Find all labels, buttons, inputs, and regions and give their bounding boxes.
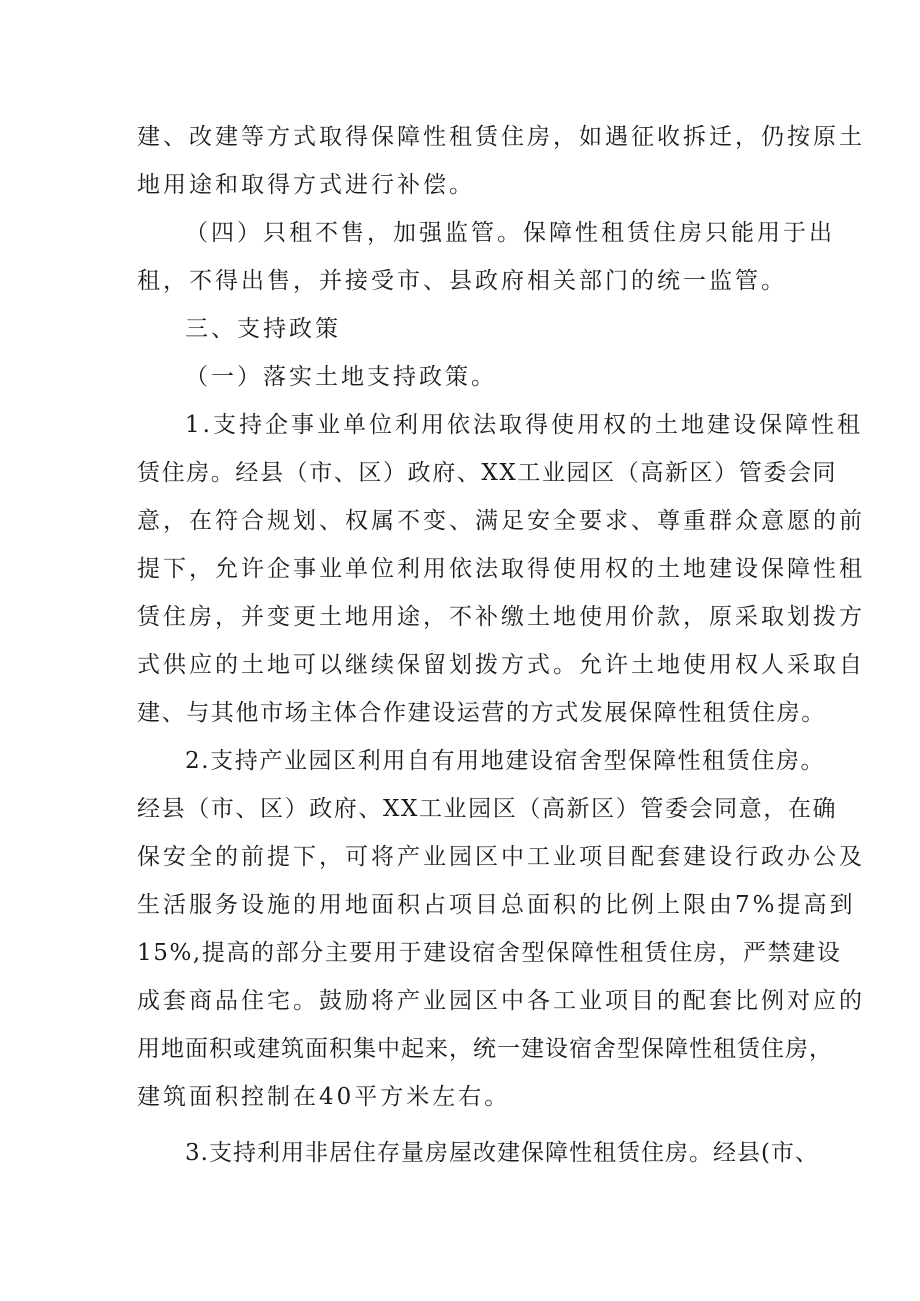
subsection-heading: （一）落实土地支持政策。	[185, 364, 497, 390]
text-line-20: 用地面积或建筑面积集中起来，统一建设宿舍型保障性租赁住房，	[137, 1036, 833, 1062]
text-line-17: 生活服务设施的用地面积占项目总面积的比例上限由7%提高到	[137, 892, 856, 918]
text-line-1: 建、改建等方式取得保障性租赁住房，如遇征收拆迁，仍按原土	[137, 124, 865, 150]
text-line-9: 意，在符合规划、权属不变、满足安全要求、尊重群众意愿的前	[137, 508, 865, 534]
text-line-7: 1.支持企事业单位利用依法取得使用权的土地建设保障性租	[185, 412, 863, 438]
section-heading: 三、支持政策	[185, 316, 341, 342]
text-line-2: 地用途和取得方式进行补偿。	[137, 172, 475, 198]
text-line-18: 15%,提高的部分主要用于建设宿舍型保障性租赁住房，严禁建设	[137, 940, 842, 966]
text-line-10: 提下，允许企事业单位利用依法取得使用权的土地建设保障性租	[137, 556, 865, 582]
text-line-21: 建筑面积控制在40平方米左右。	[137, 1084, 511, 1110]
text-line-16: 保安全的前提下，可将产业园区中工业项目配套建设行政办公及	[137, 844, 865, 870]
text-line-13: 建、与其他市场主体合作建设运营的方式发展保障性租赁住房。	[137, 700, 826, 726]
text-line-11: 赁住房，并变更土地用途，不补缴土地使用价款，原采取划拨方	[137, 604, 865, 630]
text-line-22: 3.支持利用非居住存量房屋改建保障性租赁住房。经县(市、	[185, 1140, 819, 1166]
text-line-19: 成套商品住宅。鼓励将产业园区中各工业项目的配套比例对应的	[137, 988, 865, 1014]
text-line-3: （四）只租不售，加强监管。保障性租赁住房只能用于出	[185, 220, 835, 246]
text-line-14: 2.支持产业园区利用自有用地建设宿舍型保障性租赁住房。	[185, 748, 826, 774]
text-line-8: 赁住房。经县（市、区）政府、XX工业园区（高新区）管委会同	[137, 460, 838, 486]
text-line-15: 经县（市、区）政府、XX工业园区（高新区）管委会同意，在确	[137, 796, 838, 822]
text-line-12: 式供应的土地可以继续保留划拨方式。允许土地使用权人采取自	[137, 652, 865, 678]
text-line-4: 租，不得出售，并接受市、县政府相关部门的统一监管。	[137, 268, 787, 294]
